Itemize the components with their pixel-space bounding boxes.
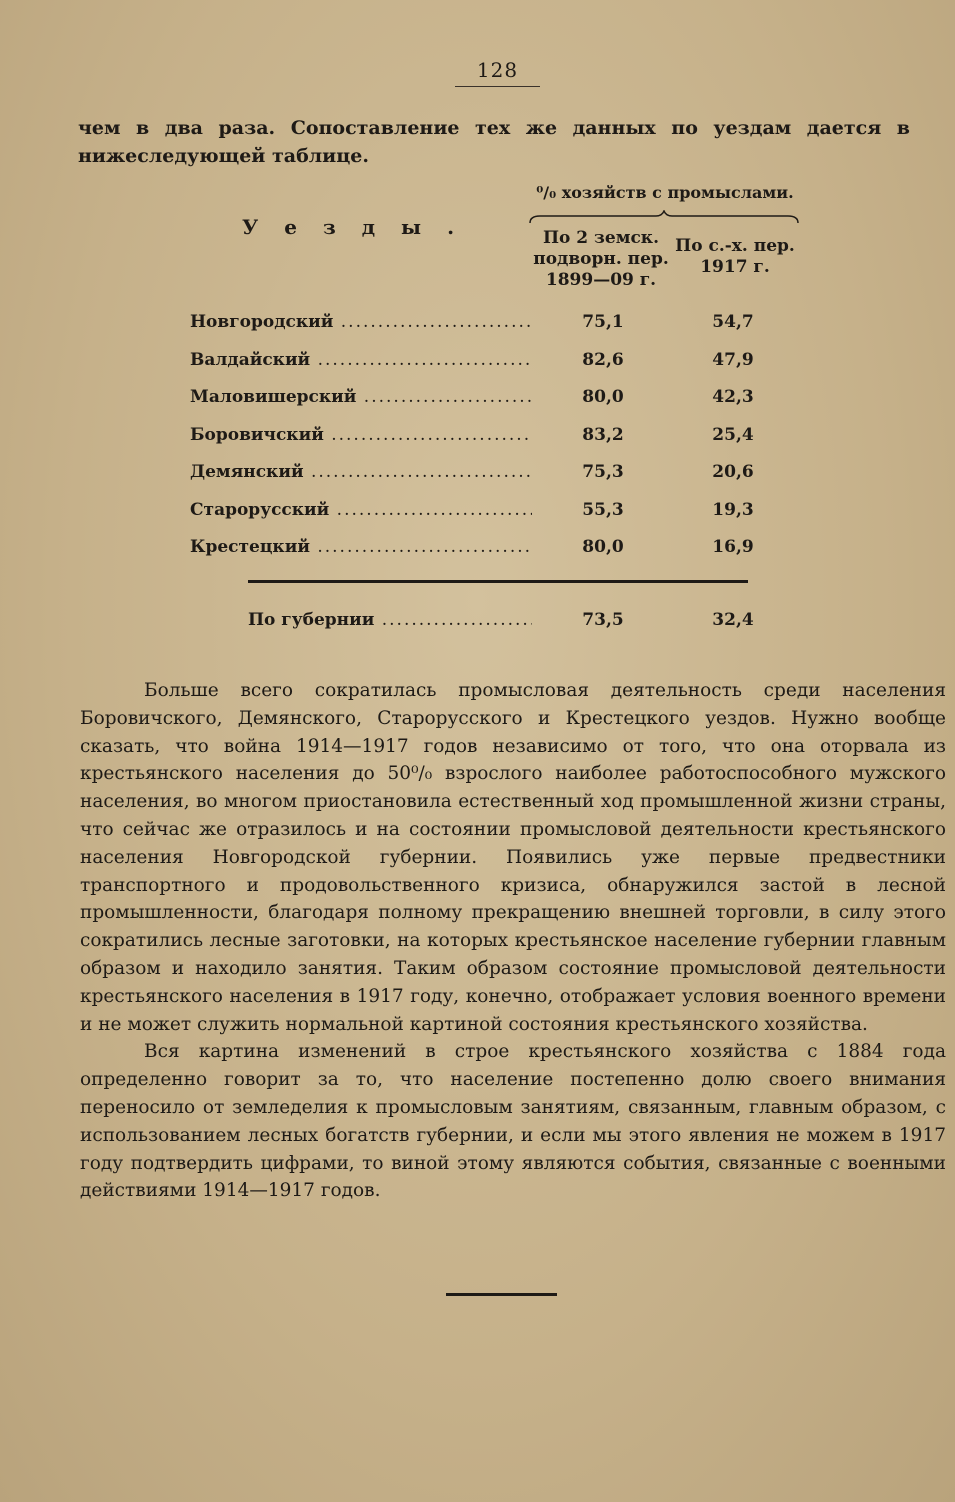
table-row (190, 494, 790, 532)
value-1899: 75,3 (582, 462, 624, 482)
value-1917: 16,9 (712, 537, 754, 557)
column-header-1899: По 2 земск. подворн. пер. 1899—09 г. (533, 228, 669, 290)
value-1917: 47,9 (712, 349, 754, 370)
total-label: По губернии ..... (248, 610, 532, 630)
value-1899: 83,2 (582, 424, 624, 445)
table-row (190, 531, 790, 569)
table-row (190, 419, 790, 457)
paragraph: Вся картина изменений в строе крестьянского хозяйства с 1884 года определенно говорит за то, что население постепенно долю своего внимания переносило от земледелия к промысловым занятиям, связанным, главным образом, с использованием лесных богатств губернии, и если мы этого явления не можем в 1917 году подтвердить цифрами, то виной этому являются события, связанные с военными действиями 1914—1917 годов. (80, 1041, 946, 1202)
column-group-brace (528, 210, 800, 224)
row-header: Уезды. (242, 215, 481, 239)
district-name: Валдайский ..... (190, 350, 532, 370)
value-1917: 19,3 (712, 499, 754, 520)
district-name: Боровичский ..... (190, 425, 532, 445)
district-name: Старорусский ..... (190, 500, 532, 520)
table-row (190, 456, 790, 494)
table-total-row (248, 610, 798, 640)
table-row (190, 344, 790, 382)
page-number: 128 (455, 58, 540, 87)
value-1917: 54,7 (712, 312, 754, 332)
value-1899: 82,6 (582, 349, 624, 370)
column-group-header: ⁰/₀ хозяйств с промыслами. (536, 183, 794, 202)
value-1899: 75,1 (582, 312, 624, 332)
body-text (80, 677, 946, 1205)
table-row (190, 381, 790, 419)
total-value-1899: 73,5 (582, 610, 624, 630)
total-value-1917: 32,4 (712, 610, 754, 630)
district-name: Маловишерский ..... (190, 387, 532, 407)
district-name: Крестецкий ..... (190, 537, 532, 557)
district-name: Демянский ..... (190, 462, 532, 482)
intro-paragraph: чем в два раза. Сопоставление тех же данных по уездам дается в нижеследующей таблице. (78, 117, 910, 167)
table-row (190, 306, 790, 344)
paragraph: Больше всего сократилась промысловая деятельность среди населения Боровичского, Демянского, Старорусского и Крестецкого уездов. Нужно вообще сказать, что война 1914—1917 годов независимо от того, что она оторвала из крестьянского населения до 50⁰/₀ взрослого наиболее работоспособного мужского населения, во многом приостановила естественный ход промышленной жизни страны, что сейчас же отразилось и на состоянии промысловой деятельности крестьянского населения Новгородской губернии. Появились уже первые предвестники транспортного и продовольственного кризиса, обнаружился застой в лесной промышленности, благодаря полному прекращению внешней торговли, в силу этого сократились лесные заготовки, на которых крестьянское население губернии главным образом и находило занятия. Таким образом состояние промысловой деятельности крестьянского населения в 1917 году, конечно, отображает условия военного времени и не может служить нормальной картиной состояния крестьянского хозяйства. (80, 680, 946, 1035)
table-body (190, 306, 790, 569)
value-1917: 20,6 (712, 462, 754, 482)
table-divider (248, 580, 748, 583)
column-header-1917: По с.-х. пер. 1917 г. (675, 236, 795, 277)
district-name: Новгородский ..... (190, 312, 532, 332)
closing-rule (446, 1293, 557, 1296)
value-1917: 42,3 (712, 387, 754, 407)
value-1899: 55,3 (582, 499, 624, 520)
value-1899: 80,0 (582, 387, 624, 407)
value-1917: 25,4 (712, 424, 754, 445)
statistics-table (0, 0, 955, 700)
value-1899: 80,0 (582, 537, 624, 557)
